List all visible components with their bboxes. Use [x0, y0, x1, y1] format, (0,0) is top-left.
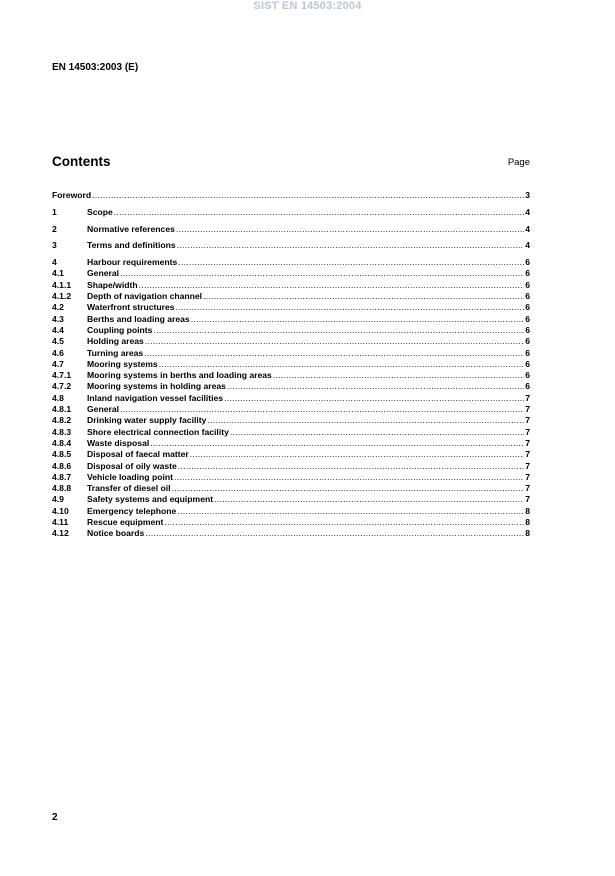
toc-entry-title: Turning areas [87, 347, 144, 358]
dot-leader [145, 528, 524, 538]
toc-entry-page: 6 [525, 313, 530, 324]
dot-leader [273, 370, 524, 380]
toc-entry-number: 2 [52, 223, 57, 234]
toc-entry-page: 4 [525, 206, 530, 217]
toc-entry-number: 4.2 [52, 302, 64, 313]
toc-entry-page: 7 [525, 494, 530, 505]
toc-entry-number: 4.7 [52, 358, 64, 369]
dot-leader [114, 207, 524, 217]
toc-entry[interactable] [52, 393, 530, 404]
contents-heading: Contents [52, 154, 111, 169]
toc-entry[interactable] [52, 291, 530, 302]
toc-entry-page: 7 [525, 426, 530, 437]
toc-entry-title: Safety systems and equipment [87, 494, 214, 505]
toc-entry-title: Mooring systems in holding areas [87, 381, 226, 392]
toc-entry-title: Foreword [52, 190, 92, 200]
dot-leader [178, 461, 524, 471]
toc-entry-number: 4.7.1 [52, 370, 72, 381]
dot-leader [172, 483, 525, 493]
toc-entry-title: Normative references [87, 223, 175, 234]
toc-entry-page: 6 [525, 257, 530, 268]
dot-leader [153, 325, 524, 335]
dot-leader [159, 359, 525, 369]
toc-entry[interactable] [52, 404, 530, 415]
toc-entry-number: 4.6 [52, 347, 64, 358]
toc-entry-page: 8 [525, 505, 530, 516]
toc-entry-page: 6 [525, 268, 530, 279]
dot-leader [176, 224, 524, 234]
toc-entry-page: 6 [525, 358, 530, 369]
document-id: EN 14503:2003 (E) [52, 62, 139, 73]
toc-entry-number: 4.8.6 [52, 460, 72, 471]
toc-entry-title: Waste disposal [87, 437, 150, 448]
toc-entry[interactable] [52, 449, 530, 460]
toc-entry[interactable] [52, 268, 530, 279]
toc-entry[interactable] [52, 528, 530, 539]
page-column-label: Page [507, 157, 530, 168]
dot-leader [177, 506, 524, 516]
toc-entry-page: 6 [525, 279, 530, 290]
toc-entry-page: 3 [525, 190, 530, 200]
toc-entry[interactable] [52, 325, 530, 336]
toc-entry-title: Notice boards [87, 528, 145, 539]
toc-entry-number: 4.5 [52, 336, 64, 347]
dot-leader [214, 494, 524, 504]
toc-entry-page: 6 [525, 302, 530, 313]
toc-entry-page: 8 [525, 528, 530, 539]
dot-leader [230, 427, 524, 437]
dot-leader [120, 404, 524, 414]
toc-entry-page: 7 [525, 415, 530, 426]
toc-entry-page: 6 [525, 381, 530, 392]
toc-entry-number: 4 [52, 257, 57, 268]
toc-entry[interactable] [52, 240, 530, 251]
toc-entry-title: Rescue equipment [87, 517, 164, 528]
toc-entry[interactable] [52, 370, 530, 381]
toc-entry-number: 4.1.1 [52, 279, 72, 290]
toc-entry[interactable] [52, 415, 530, 426]
toc-entry-title: Transfer of diesel oil [87, 483, 171, 494]
toc-entry-number: 1 [52, 206, 57, 217]
toc-entry-number: 4.1 [52, 268, 64, 279]
toc-entry-number: 4.10 [52, 505, 69, 516]
dot-leader [203, 291, 524, 301]
toc-entry-number: 4.3 [52, 313, 64, 324]
toc-entry-page: 4 [525, 223, 530, 234]
toc-entry-title: Shape/width [87, 279, 138, 290]
toc-entry-number: 4.11 [52, 517, 69, 528]
watermark: SIST EN 14503:2004 [253, 0, 362, 12]
toc-entry-number: 4.8.7 [52, 471, 72, 482]
toc-entry[interactable] [52, 359, 530, 370]
toc-entry-number: 4.12 [52, 528, 69, 539]
toc-entry-number: 4.8.4 [52, 437, 72, 448]
toc-entry-title: Mooring systems in berths and loading areas [87, 370, 272, 381]
toc-entry-page: 7 [525, 404, 530, 415]
toc-entry-number: 4.1.2 [52, 291, 72, 302]
toc-entry-page: 6 [525, 336, 530, 347]
toc-entry[interactable] [52, 302, 530, 313]
toc-entry[interactable] [52, 494, 530, 505]
toc-entry[interactable] [52, 190, 530, 201]
toc-entry-page: 7 [525, 460, 530, 471]
dot-leader [224, 393, 524, 403]
dot-leader [164, 517, 524, 527]
toc-entry-title: Berths and loading areas [87, 313, 190, 324]
toc-entry-page: 7 [525, 449, 530, 460]
toc-entry[interactable] [52, 336, 530, 347]
toc-entry[interactable] [52, 517, 530, 528]
toc-entry[interactable] [52, 257, 530, 268]
toc-entry-number: 4.8 [52, 392, 64, 403]
toc-entry-number: 4.8.8 [52, 483, 72, 494]
toc-entry-number: 4.7.2 [52, 381, 72, 392]
dot-leader [178, 257, 524, 267]
dot-leader [144, 348, 524, 358]
toc-entry-number: 4.9 [52, 494, 64, 505]
toc-entry-page: 4 [525, 240, 530, 251]
toc-entry-page: 7 [525, 392, 530, 403]
toc-entry-number: 4.8.3 [52, 426, 72, 437]
toc-entry-page: 6 [525, 291, 530, 302]
toc-entry-title: Shore electrical connection facility [87, 426, 229, 437]
toc-entry-title: Scope [87, 206, 113, 217]
toc-entry-page: 7 [525, 483, 530, 494]
toc-entry-title: General [87, 404, 120, 415]
toc-entry[interactable] [52, 427, 530, 438]
toc-entry-title: Waterfront structures [87, 302, 175, 313]
toc-entry[interactable] [52, 483, 530, 494]
toc-entry-title: Emergency telephone [87, 505, 177, 516]
toc-entry-title: Harbour requirements [87, 257, 178, 268]
toc-entry-page: 6 [525, 370, 530, 381]
dot-leader [191, 314, 525, 324]
toc-entry[interactable] [52, 314, 530, 325]
toc-entry-number: 4.8.5 [52, 449, 72, 460]
dot-leader [176, 302, 525, 312]
toc-entry-number: 3 [52, 240, 57, 251]
dot-leader [190, 449, 524, 459]
toc-entry-title: Disposal of oily waste [87, 460, 177, 471]
dot-leader [227, 381, 524, 391]
toc-entry-page: 8 [525, 517, 530, 528]
dot-leader [207, 415, 524, 425]
toc-entry-title: Inland navigation vessel facilities [87, 392, 224, 403]
dot-leader [177, 240, 525, 250]
toc-entry-title: Vehicle loading point [87, 471, 173, 482]
dot-leader [139, 280, 525, 290]
dot-leader [145, 336, 524, 346]
toc-entry[interactable] [52, 438, 530, 449]
toc-entry[interactable] [52, 461, 530, 472]
toc-entry[interactable] [52, 280, 530, 291]
toc-entry-page: 6 [525, 347, 530, 358]
toc-entry-page: 7 [525, 471, 530, 482]
toc-entry[interactable] [52, 348, 530, 359]
toc-entry[interactable] [52, 381, 530, 392]
toc-entry-title: Drinking water supply facility [87, 415, 207, 426]
toc-entry-title: Terms and definitions [87, 240, 176, 251]
toc-entry-page: 7 [525, 437, 530, 448]
dot-leader [92, 190, 524, 200]
toc-entry-title: Disposal of faecal matter [87, 449, 189, 460]
dot-leader [150, 438, 524, 448]
dot-leader [120, 268, 524, 278]
toc-entry[interactable] [52, 472, 530, 483]
toc-entry-title: Holding areas [87, 336, 144, 347]
page-number: 2 [52, 812, 58, 823]
toc-entry-title: General [87, 268, 120, 279]
toc-entry[interactable] [52, 506, 530, 517]
toc-entry-number: 4.4 [52, 324, 64, 335]
toc-entry-page: 6 [525, 324, 530, 335]
toc-entry-title: Coupling points [87, 324, 153, 335]
toc-entry[interactable] [52, 224, 530, 235]
dot-leader [174, 472, 524, 482]
table-of-contents [52, 190, 530, 540]
toc-entry-title: Mooring systems [87, 358, 158, 369]
toc-entry[interactable] [52, 207, 530, 218]
toc-entry-number: 4.8.1 [52, 404, 72, 415]
toc-entry-title: Depth of navigation channel [87, 291, 203, 302]
toc-entry-number: 4.8.2 [52, 415, 72, 426]
